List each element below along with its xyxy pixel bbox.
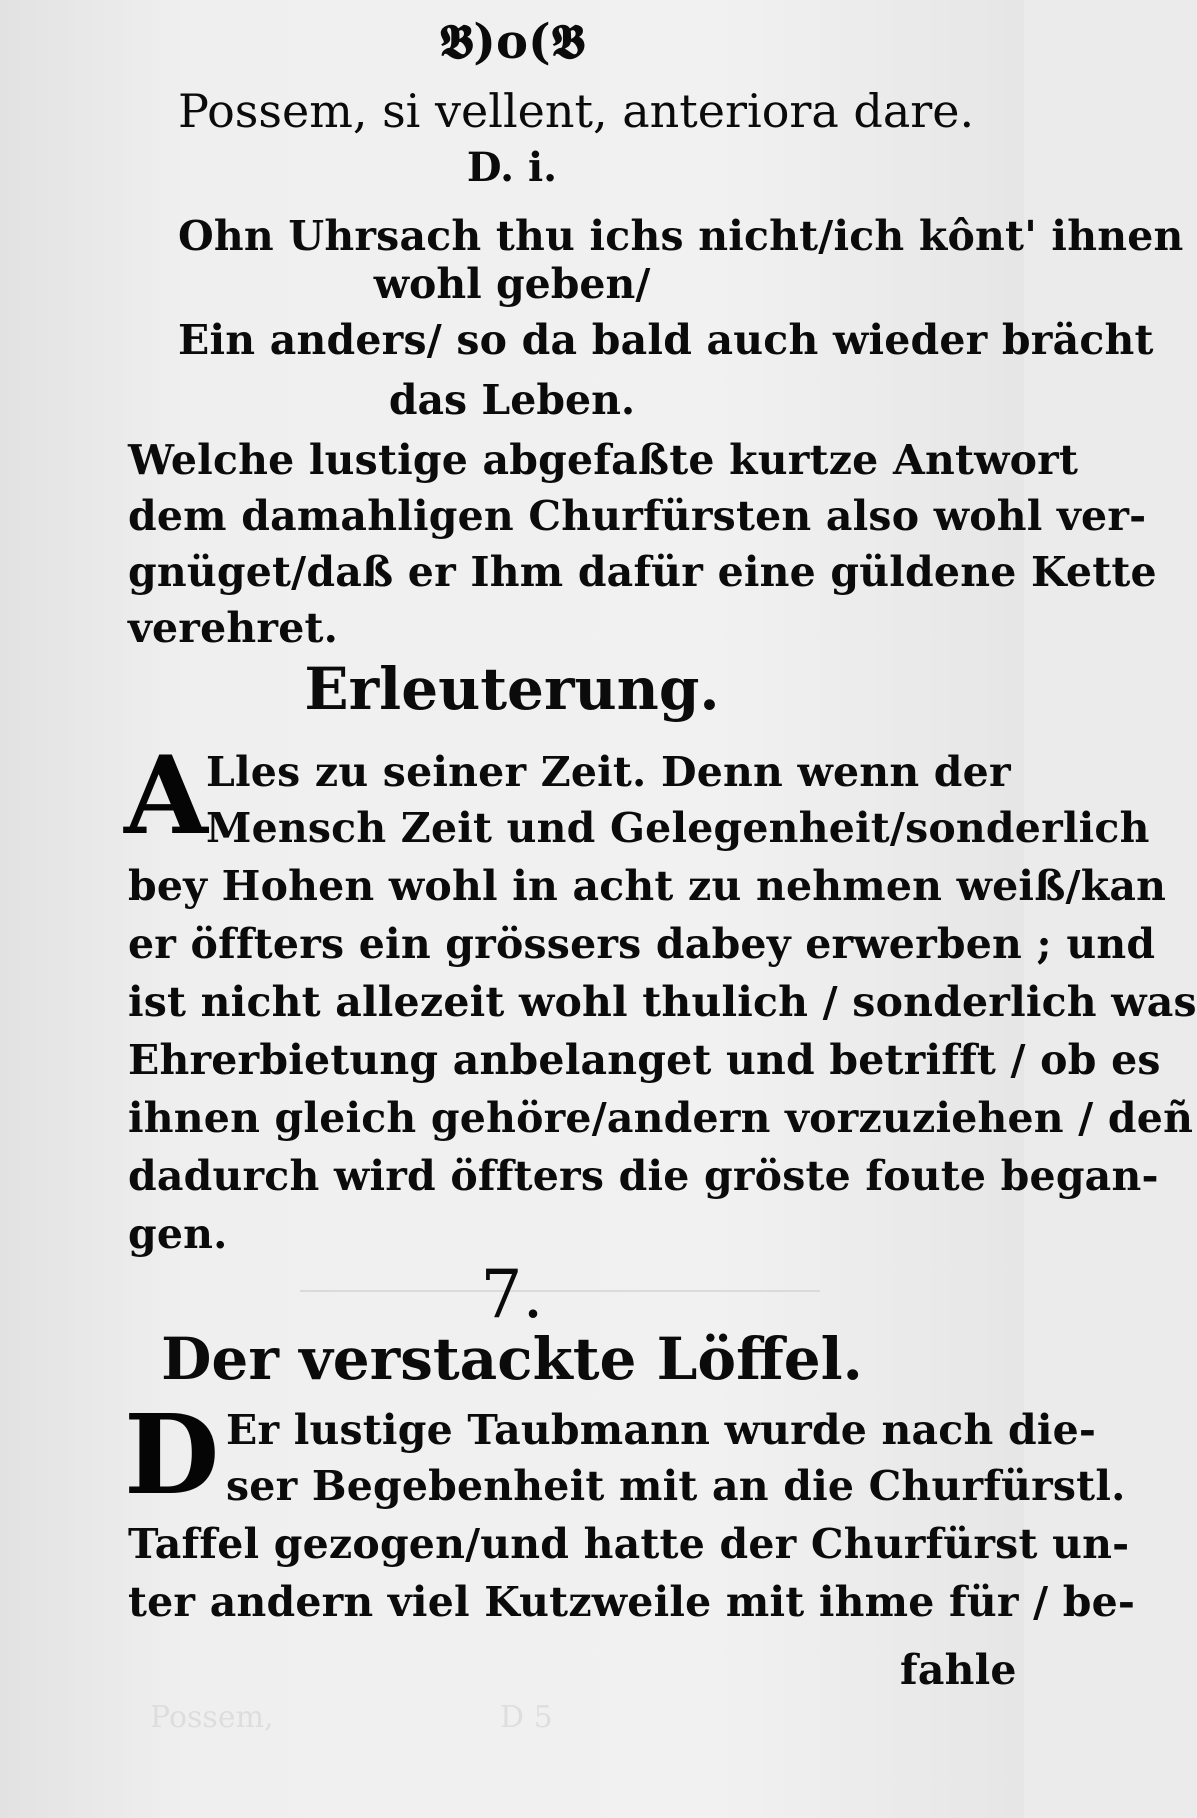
verse-line: Ohn Uhrsach thu ichs nicht/ich kônt' ihnen (178, 212, 1184, 260)
paragraph-line: ser Begebenheit mit an die Churfürstl. (226, 1462, 1126, 1510)
drop-capital: A (124, 733, 208, 859)
latin-verse-line: Possem, si vellent, anteriora dare. (178, 84, 975, 138)
verse-line: das Leben. (388, 376, 636, 424)
paragraph-line: verehret. (128, 604, 339, 652)
paragraph-line: Er lustige Taubmann wurde nach die- (226, 1406, 1097, 1454)
chapter-number: 7. (480, 1256, 544, 1333)
paragraph-line: dem damahligen Churfürsten also wohl ver- (128, 492, 1147, 540)
paragraph-line: dadurch wird öffters die gröste foute began- (128, 1152, 1159, 1200)
paragraph-line: Ehrerbietung anbelanget und betrifft / ob es (128, 1036, 1161, 1084)
paragraph-line: Lles zu seiner Zeit. Denn wenn der (206, 748, 1011, 796)
paragraph-line: gnüget/daß er Ihm dafür eine güldene Kette (128, 548, 1157, 596)
paragraph-line: ter andern viel Kutzweile mit ihme für / be- (128, 1578, 1136, 1626)
bleed-through-signature: D 5 (500, 1700, 553, 1735)
paragraph-line: ihnen gleich gehöre/andern vorzuziehen / deñ (128, 1094, 1194, 1142)
paragraph-line: er öffters ein grössers dabey erwerben ; und (128, 920, 1156, 968)
paragraph-line: Taffel gezogen/und hatte der Churfürst un- (128, 1520, 1130, 1568)
paragraph-line: bey Hohen wohl in acht zu nehmen weiß/kan (128, 862, 1167, 910)
section-title: Erleuterung. (304, 655, 720, 723)
chapter-title: Der verstackte Löffel. (161, 1325, 863, 1393)
verse-line: wohl geben/ (373, 260, 651, 308)
catchword: fahle (900, 1646, 1017, 1694)
paragraph-line: gen. (128, 1210, 228, 1258)
paragraph-line: Welche lustige abgefaßte kurtze Antwort (128, 436, 1079, 484)
paragraph-line: Mensch Zeit und Gelegenheit/sonderlich (206, 804, 1150, 852)
verse-reference: D. i. (466, 144, 558, 191)
bleed-through-text: Possem, (150, 1700, 274, 1735)
verse-line: Ein anders/ so da bald auch wieder brächt (178, 316, 1154, 364)
paragraph-line: ist nicht allezeit wohl thulich / sonderlich was (128, 978, 1197, 1026)
page-header-ornament: 𝕭)o(𝕭 (439, 14, 585, 70)
drop-capital: D (124, 1390, 220, 1519)
